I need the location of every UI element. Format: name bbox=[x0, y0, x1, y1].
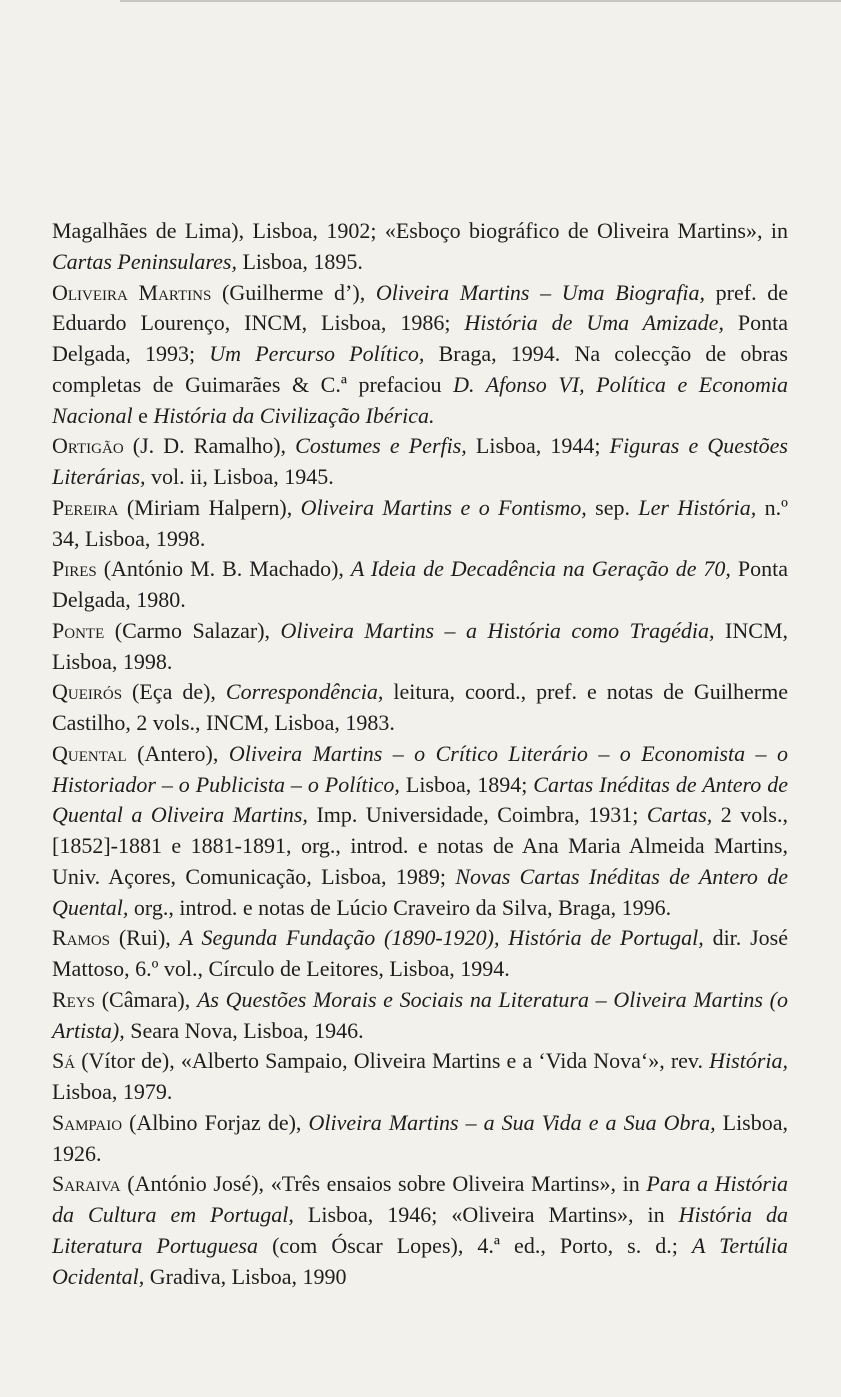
work-title: Costumes e Perfis, bbox=[295, 433, 467, 459]
entry-text: Braga, 1994. Na colecção de obras completas de Guimarães & C.ª prefaciou bbox=[52, 341, 788, 397]
bibliography-entry bbox=[52, 985, 788, 1047]
entry-text: (Miriam Halpern), bbox=[118, 494, 301, 520]
work-title: Oliveira Martins – Uma Biografia, bbox=[375, 279, 706, 305]
author-surname: Ponte bbox=[52, 617, 105, 643]
work-title: Oliveira Martins – a Sua Vida e a Sua Obra, bbox=[308, 1109, 716, 1135]
author-surname: Oliveira Martins bbox=[52, 279, 212, 305]
work-title: A Segunda Fundação (1890-1920), História de Portugal, bbox=[179, 925, 704, 951]
author-surname: Saraiva bbox=[52, 1171, 121, 1197]
bibliography-entry bbox=[52, 1108, 788, 1170]
entry-text: (Antero), bbox=[126, 740, 229, 766]
author-surname: Quental bbox=[52, 740, 127, 766]
work-title: Oliveira Martins – a História como Tragédia, bbox=[280, 617, 715, 643]
entry-text: dir. José Mattoso, 6.º vol., Círculo de Leitores, Lisboa, 1994. bbox=[52, 925, 788, 981]
entry-text: Imp. Universidade, Coimbra, 1931; bbox=[307, 802, 647, 828]
entry-text: (com Óscar Lopes), 4.ª ed., Porto, s. d.; bbox=[257, 1232, 692, 1258]
entry-text: pref. de Eduardo Lourenço, INCM, Lisboa, 1986; bbox=[52, 279, 788, 336]
entry-text: Lisboa, 1946; «Oliveira Martins», in bbox=[293, 1202, 679, 1227]
work-title: As Questões Morais e Sociais na Literatura – Oliveira Martins (o Artista), bbox=[52, 986, 788, 1043]
author-surname: Sá bbox=[52, 1048, 76, 1074]
work-title: A Tertúlia Ocidental, bbox=[52, 1232, 789, 1289]
entry-text: (Vítor de), «Alberto Sampaio, Oliveira Martins e a ‘Vida Nova‘», rev. bbox=[75, 1048, 710, 1074]
entry-text: (Eça de), bbox=[122, 679, 226, 705]
entry-text: org., introd. e notas de Lúcio Craveiro da Silva, Braga, 1996. bbox=[128, 894, 672, 920]
entry-text: (António M. B. Machado), bbox=[96, 556, 351, 582]
entry-text: (J. D. Ramalho), bbox=[123, 433, 296, 459]
bibliography-entry bbox=[52, 923, 788, 985]
work-title: Ler História, bbox=[638, 494, 757, 520]
entry-text: INCM, Lisboa, 1998. bbox=[52, 617, 789, 674]
bibliography-entry bbox=[52, 616, 788, 678]
work-title: Figuras e Questões Literárias, bbox=[52, 433, 788, 489]
entry-text: Lisboa, 1926. bbox=[52, 1109, 789, 1166]
bibliography-entry bbox=[52, 431, 788, 493]
author-surname: Pires bbox=[52, 556, 97, 582]
bibliography-entry bbox=[52, 278, 788, 432]
bibliography-entry bbox=[52, 216, 788, 278]
page-edge-rule bbox=[120, 0, 841, 2]
bibliography-entry bbox=[52, 1046, 788, 1108]
entry-text: Ponta Delgada, 1993; bbox=[52, 310, 788, 366]
work-title: História de Uma Amizade, bbox=[464, 310, 724, 336]
entry-text: 2 vols., [1852]-1881 e 1881-1891, org., introd. e notas de Ana Maria Almeida Martins, Univ. Açores, Comunicação, Lisboa, 1989; bbox=[52, 802, 788, 889]
entry-text: (Câmara), bbox=[95, 986, 197, 1012]
entry-text: Seara Nova, Lisboa, 1946. bbox=[124, 1017, 364, 1043]
entry-text: sep. bbox=[586, 494, 639, 520]
bibliography-entry bbox=[52, 554, 788, 616]
author-surname: Pereira bbox=[52, 494, 119, 520]
work-title: Cartas, bbox=[646, 802, 713, 828]
work-title: Correspondência, bbox=[225, 679, 384, 705]
entry-text: Lisboa, 1895. bbox=[236, 248, 363, 274]
entry-text: (António José), «Três ensaios sobre Oliveira Martins», in bbox=[120, 1171, 647, 1197]
work-title: História, bbox=[709, 1048, 788, 1074]
bibliography-list bbox=[52, 216, 788, 1292]
entry-text: Magalhães de Lima), Lisboa, 1902; «Esboço biográfico de Oliveira Martins», in bbox=[52, 218, 788, 243]
bibliography-entry bbox=[52, 739, 788, 924]
work-title: Cartas Inéditas de Antero de Quental a Oliveira Martins, bbox=[52, 771, 789, 828]
entry-text: (Carmo Salazar), bbox=[104, 617, 281, 643]
work-title: A Ideia de Decadência na Geração de 70, bbox=[350, 556, 731, 582]
bibliography-entry bbox=[52, 677, 788, 739]
work-title: História da Literatura Portuguesa bbox=[52, 1202, 788, 1258]
author-surname: Ramos bbox=[52, 925, 111, 951]
work-title: Oliveira Martins e o Fontismo, bbox=[300, 494, 587, 520]
entry-text: vol. ii, Lisboa, 1945. bbox=[145, 464, 334, 489]
entry-text: Ponta Delgada, 1980. bbox=[52, 556, 789, 612]
work-title: Oliveira Martins – o Crítico Literário – o Economista – o Historiador – o Publicista – o Político, bbox=[52, 740, 788, 797]
work-title: Um Percurso Político, bbox=[209, 341, 425, 366]
bibliography-entry bbox=[52, 1169, 788, 1292]
work-title: História da Civilização Ibérica. bbox=[153, 402, 435, 428]
entry-text: (Albino Forjaz de), bbox=[122, 1109, 309, 1135]
entry-text: n.º 34, Lisboa, 1998. bbox=[52, 494, 788, 551]
work-title: Novas Cartas Inéditas de Antero de Quental, bbox=[52, 863, 788, 920]
work-title: D. Afonso VI, Política e Economia Nacional bbox=[52, 371, 788, 428]
entry-text: Lisboa, 1979. bbox=[52, 1079, 173, 1104]
work-title: Para a História da Cultura em Portugal, bbox=[52, 1171, 788, 1227]
author-surname: Sampaio bbox=[52, 1109, 123, 1135]
entry-text: Gradiva, Lisboa, 1990 bbox=[144, 1263, 347, 1289]
author-surname: Ortigão bbox=[52, 433, 124, 459]
entry-text: e bbox=[132, 402, 154, 428]
entry-text: (Rui), bbox=[110, 925, 180, 951]
entry-text: Lisboa, 1944; bbox=[466, 433, 610, 459]
work-title: Cartas Peninsulares, bbox=[52, 248, 237, 274]
author-surname: Queirós bbox=[52, 679, 123, 705]
entry-text: (Guilherme d’), bbox=[211, 279, 376, 305]
entry-text: leitura, coord., pref. e notas de Guilherme Castilho, 2 vols., INCM, Lisboa, 1983. bbox=[52, 679, 788, 735]
entry-text: Lisboa, 1894; bbox=[399, 771, 534, 797]
author-surname: Reys bbox=[52, 986, 96, 1012]
bibliography-entry bbox=[52, 493, 788, 555]
